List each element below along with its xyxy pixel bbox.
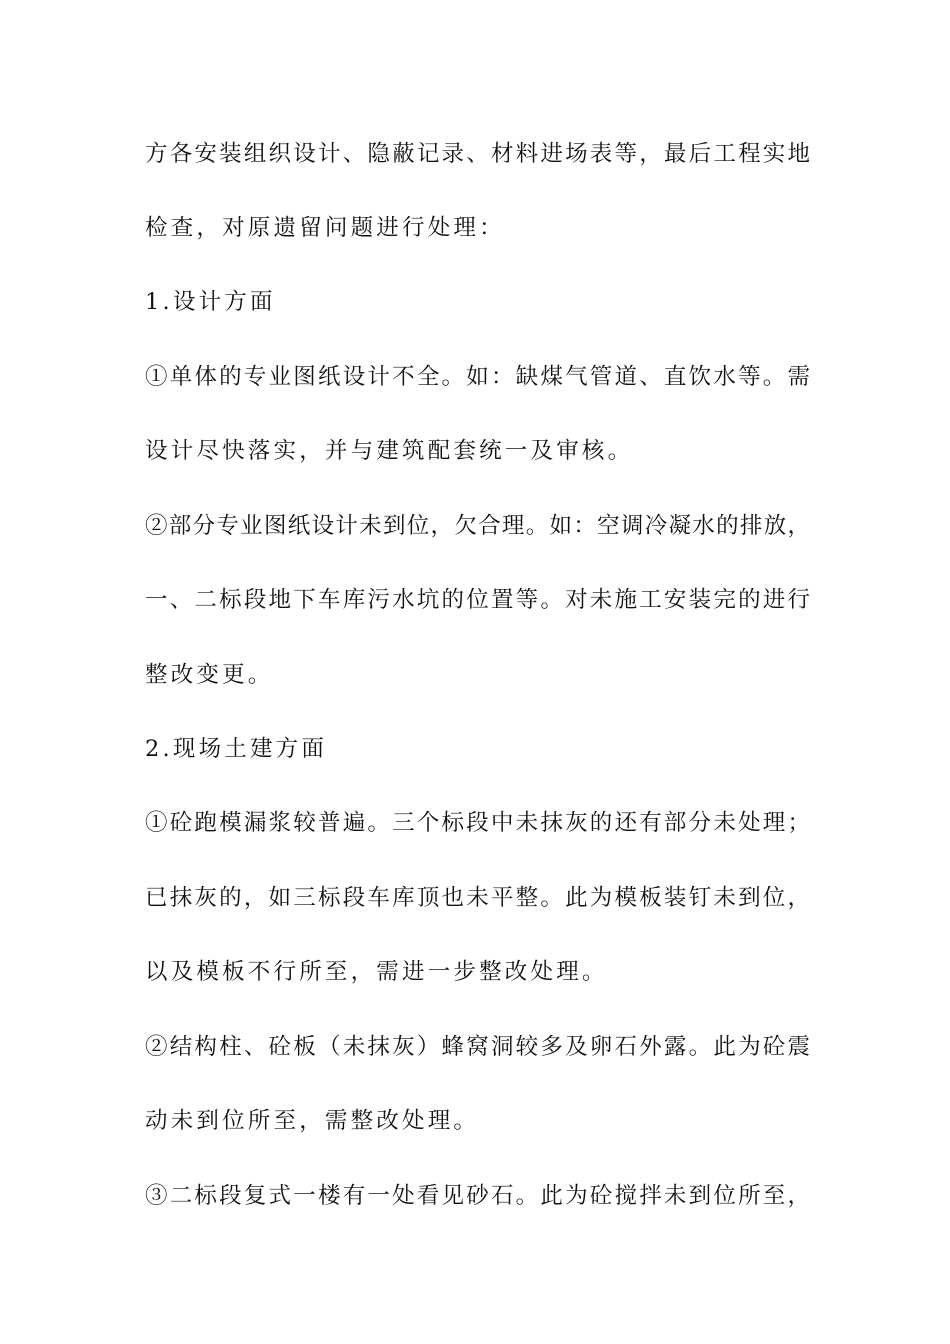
section-heading: 2.现场土建方面 bbox=[145, 736, 328, 762]
section-heading: 1.设计方面 bbox=[145, 289, 276, 315]
text-line: 整改变更。 bbox=[145, 662, 274, 688]
text-line: ①单体的专业图纸设计不全。如：缺煤气管道、直饮水等。需 bbox=[145, 364, 810, 390]
text-line: 设计尽快落实，并与建筑配套统一及审核。 bbox=[145, 438, 634, 464]
text-line: ②结构柱、砼板（未抹灰）蜂窝洞较多及卵石外露。此为砼震 bbox=[145, 1034, 810, 1060]
text-line: 已抹灰的，如三标段车库顶也未平整。此为模板装钉未到位， bbox=[145, 885, 810, 911]
text-line: 方各安装组织设计、隐蔽记录、材料进场表等，最后工程实地 bbox=[145, 141, 810, 167]
text-line: ③二标段复式一楼有一处看见砂石。此为砼搅拌未到位所至， bbox=[145, 1183, 810, 1209]
text-line: 一、二标段地下车库污水坑的位置等。对未施工安装完的进行 bbox=[145, 587, 810, 613]
text-line: ①砼跑模漏浆较普遍。三个标段中未抹灰的还有部分未处理； bbox=[145, 810, 810, 836]
text-line: 检查，对原遗留问题进行处理： bbox=[145, 215, 505, 241]
text-line: 以及模板不行所至，需进一步整改处理。 bbox=[145, 959, 608, 985]
text-line: 动未到位所至，需整改处理。 bbox=[145, 1108, 480, 1134]
text-line: ②部分专业图纸设计未到位，欠合理。如：空调冷凝水的排放， bbox=[145, 513, 810, 539]
